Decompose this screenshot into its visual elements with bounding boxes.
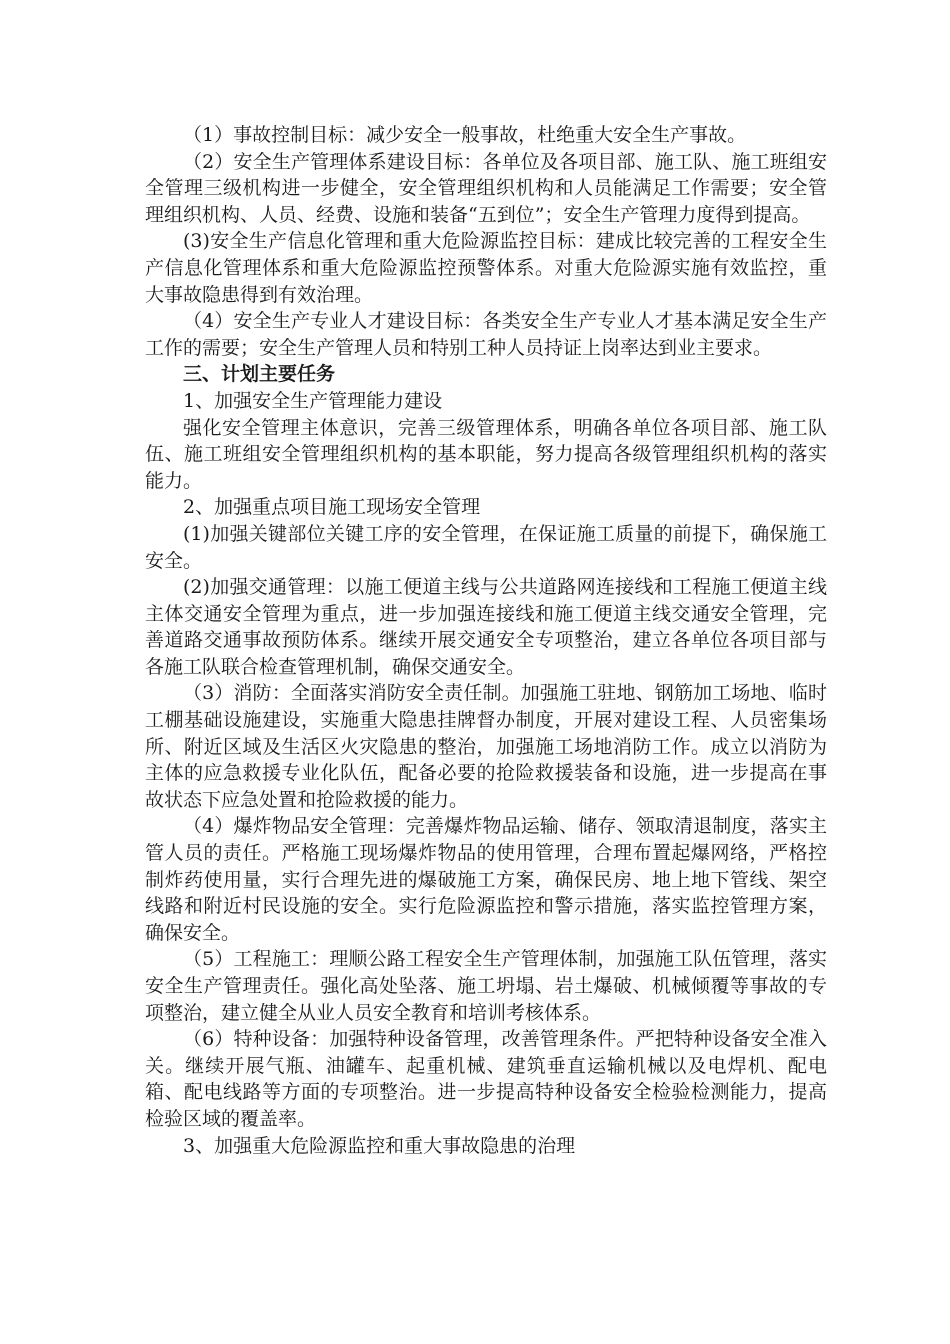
paragraph-special-equipment: （6）特种设备：加强特种设备管理，改善管理条件。严把特种设备安全准入关。继续开展气瓶、油罐车、起重机械、建筑垂直运输机械以及电焊机、配电箱、配电线路等方面的专项整治。进一步提高特种设备安全检验检测能力，提高检验区域的覆盖率。 — [145, 1028, 827, 1130]
paragraph-talent-goal: （4）安全生产专业人才建设目标：各类安全生产专业人才基本满足安全生产工作的需要；安全生产管理人员和特别工种人员持证上岗率达到业主要求。 — [145, 310, 827, 359]
document-page — [145, 122, 827, 1159]
paragraph-fire-protection: （3）消防：全面落实消防安全责任制。加强施工驻地、钢筋加工场地、临时工棚基础设施建设，实施重大隐患挂牌督办制度，开展对建设工程、人员密集场所、附近区域及生活区火灾隐患的整治，加强施工场地消防工作。成立以消防为主体的应急救援专业化队伍，配备必要的抢险救援装备和设施，进一步提高在事故状态下应急处置和抢险救援的能力。 — [145, 682, 827, 811]
section-heading-main-tasks: 三、计划主要任务 — [183, 363, 336, 386]
paragraph-accident-control-goal: （1）事故控制目标：减少安全一般事故，杜绝重大安全生产事故。 — [183, 124, 747, 146]
paragraph-informatization-goal: (3)安全生产信息化管理和重大危险源监控目标：建成比较完善的工程安全生产信息化管理体系和重大危险源监控预警体系。对重大危险源实施有效监控，重大事故隐患得到有效治理。 — [145, 230, 827, 306]
subheading-management-capacity: 1、加强安全生产管理能力建设 — [183, 389, 443, 412]
subheading-hazard-monitoring: 3、加强重大危险源监控和重大事故隐患的治理 — [183, 1134, 576, 1157]
paragraph-traffic-management: (2)加强交通管理：以施工便道主线与公共道路网连接线和工程施工便道主线主体交通安全管理为重点，进一步加强连接线和施工便道主线交通安全管理，完善道路交通事故预防体系。继续开展交通安全专项整治，建立各单位各项目部与各施工队联合检查管理机制，确保交通安全。 — [145, 576, 827, 678]
paragraph-key-processes: (1)加强关键部位关键工序的安全管理，在保证施工质量的前提下，确保施工安全。 — [145, 522, 827, 572]
paragraph-explosives: （4）爆炸物品安全管理：完善爆炸物品运输、储存、领取清退制度，落实主管人员的责任。严格施工现场爆炸物品的使用管理，合理布置起爆网络，严格控制炸药使用量，实行合理先进的爆破施工方案，确保民房、地上地下管线、架空线路和附近村民设施的安全。实行危险源监控和警示措施，落实监控管理方案，确保安全。 — [145, 815, 827, 944]
paragraph-construction: （5）工程施工：理顺公路工程安全生产管理体制，加强施工队伍管理，落实安全生产管理责任。强化高处坠落、施工坍塌、岩土爆破、机械倾覆等事故的专项整治，建立健全从业人员安全教育和培训考核体系。 — [145, 948, 827, 1024]
paragraph-management-system-goal: （2）安全生产管理体系建设目标：各单位及各项目部、施工队、施工班组安全管理三级机构进一步健全，安全管理组织机构和人员能满足工作需要；安全管理组织机构、人员、经费、设施和装备“五到位”；安全生产管理力度得到提高。 — [145, 150, 827, 226]
subheading-site-safety: 2、加强重点项目施工现场安全管理 — [183, 496, 481, 519]
paragraph-management-capacity: 强化安全管理主体意识，完善三级管理体系，明确各单位各项目部、施工队伍、施工班组安全管理组织机构的基本职能，努力提高各级管理组织机构的落实能力。 — [145, 416, 827, 492]
